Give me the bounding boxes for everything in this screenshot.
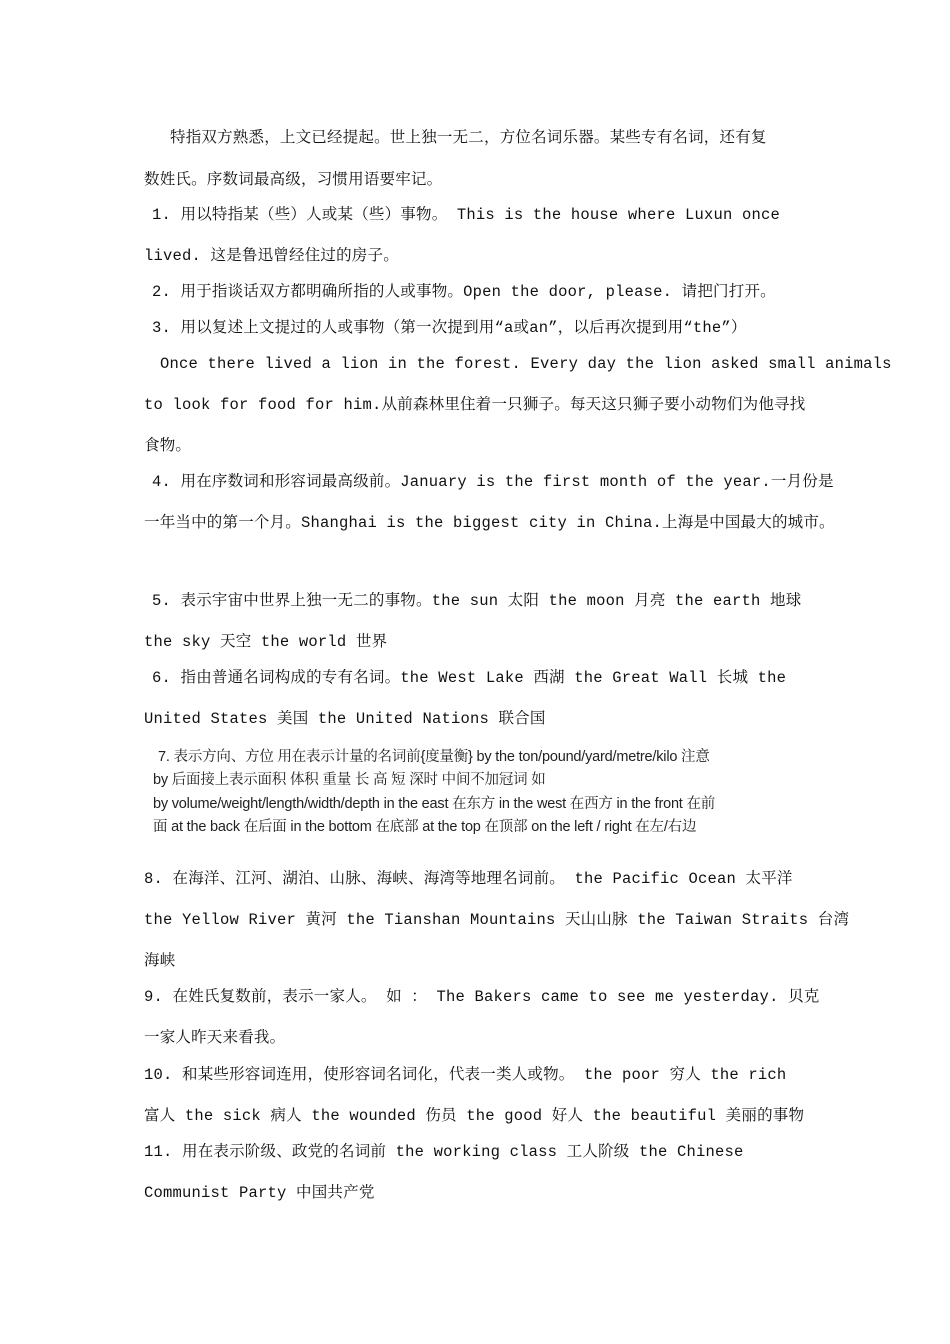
rule-9-line-1: 9. 在姓氏复数前，表示一家人。 如 ： The Bakers came to see me yesterday. 贝克	[144, 988, 820, 1006]
rule-10-line-2: 富人 the sick 病人 the wounded 伤员 the good 好人 the beautiful 美丽的事物	[144, 1107, 805, 1125]
rule-6-line-1: 6. 指由普通名词构成的专有名词。the West Lake 西湖 the Great Wall 长城 the	[152, 669, 787, 687]
rule-3-line-4: 食物。	[144, 437, 192, 455]
rule-8-line-3: 海峡	[144, 952, 176, 970]
rule-6-line-2: United States 美国 the United Nations 联合国	[144, 710, 546, 728]
rule-2-line-1: 2. 用于指谈话双方都明确所指的人或事物。Open the door, please. 请把门打开。	[152, 283, 776, 301]
paragraph-intro-line-1: 特指双方熟悉，上文已经提起。世上独一无二，方位名词乐器。某些专有名词，还有复	[170, 129, 767, 147]
rule-7-line-1: 7. 表示方向、方位 用在表示计量的名词前{度量衡} by the ton/pound/yard/metre/kilo 注意	[158, 749, 710, 765]
rule-9-line-2: 一家人昨天来看我。	[144, 1029, 286, 1047]
rule-7-line-2: by 后面接上表示面积 体积 重量 长 高 短 深时 中间不加冠词 如	[153, 772, 546, 788]
rule-7-line-4: 面 at the back 在后面 in the bottom 在底部 at the top 在顶部 on the left / right 在左/右边	[153, 819, 697, 835]
rule-5-line-2: the sky 天空 the world 世界	[144, 633, 388, 651]
rule-4-line-2: 一年当中的第一个月。Shanghai is the biggest city in China.上海是中国最大的城市。	[144, 514, 835, 532]
rule-8-line-1: 8. 在海洋、江河、湖泊、山脉、海峡、海湾等地理名词前。 the Pacific Ocean 太平洋	[144, 870, 793, 888]
rule-8-line-2: the Yellow River 黄河 the Tianshan Mountains 天山山脉 the Taiwan Straits 台湾	[144, 911, 850, 929]
rule-4-line-1: 4. 用在序数词和形容词最高级前。January is the first month of the year.一月份是	[152, 473, 834, 491]
rule-3-line-2: Once there lived a lion in the forest. Every day the lion asked small animals	[160, 355, 892, 373]
paragraph-intro-line-2: 数姓氏。序数词最高级，习惯用语要牢记。	[144, 171, 443, 189]
rule-11-line-2: Communist Party 中国共产党	[144, 1184, 375, 1202]
rule-3-line-3: to look for food for him.从前森林里住着一只狮子。每天这只狮子要小动物们为他寻找	[144, 396, 806, 414]
rule-5-line-1: 5. 表示宇宙中世界上独一无二的事物。the sun 太阳 the moon 月亮 the earth 地球	[152, 592, 802, 610]
rule-7-line-3: by volume/weight/length/width/depth in the east 在东方 in the west 在西方 in the front 在前	[153, 796, 716, 812]
rule-1-line-2: lived. 这是鲁迅曾经住过的房子。	[144, 247, 399, 265]
rule-11-line-1: 11. 用在表示阶级、政党的名词前 the working class 工人阶级 the Chinese	[144, 1143, 744, 1161]
rule-10-line-1: 10. 和某些形容词连用，使形容词名词化，代表一类人或物。 the poor 穷人 the rich	[144, 1066, 787, 1084]
rule-1-line-1: 1. 用以特指某（些）人或某（些）事物。 This is the house where Luxun once	[152, 206, 780, 224]
rule-3-line-1: 3. 用以复述上文提过的人或事物（第一次提到用“a或an”，以后再次提到用“the”）	[152, 319, 747, 337]
